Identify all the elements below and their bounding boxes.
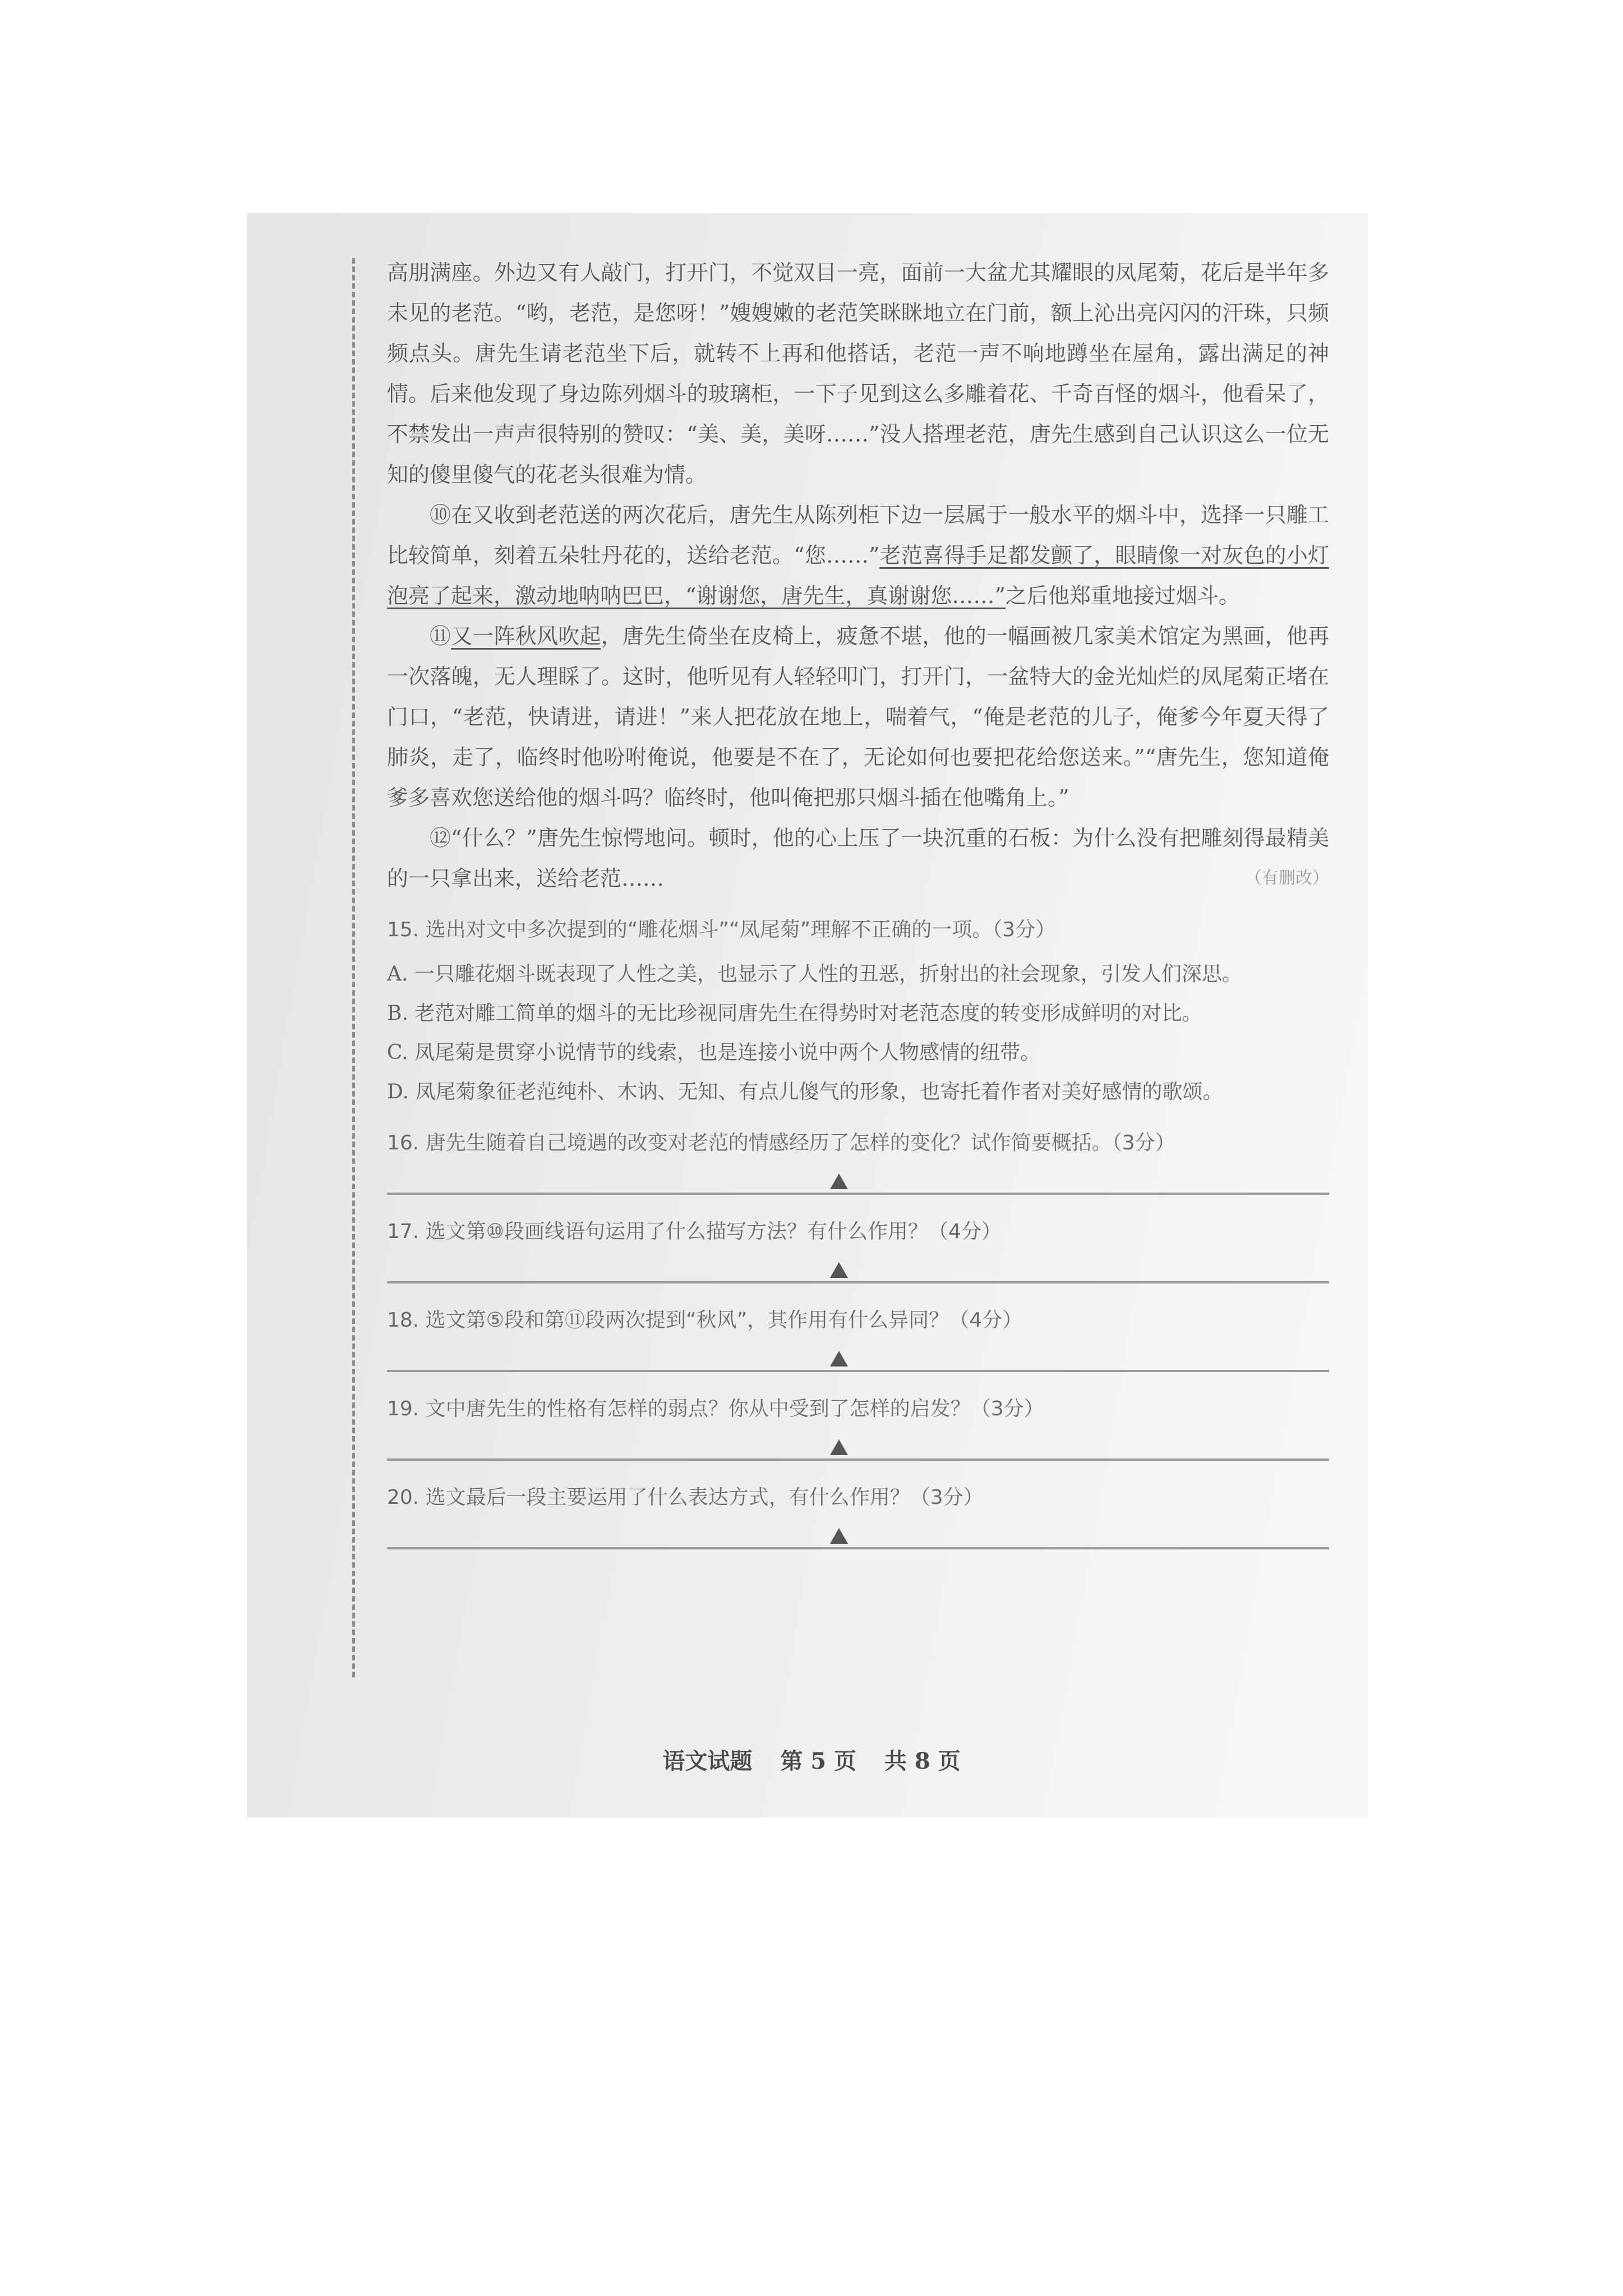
footer-subject: 语文试题 bbox=[662, 1748, 753, 1774]
question-16: 16. 唐先生随着自己境遇的改变对老范的情感经历了怎样的变化？试作简要概括。（3分） bbox=[387, 1131, 1175, 1154]
underlined-phrase: 又一阵秋风吹起 bbox=[451, 624, 601, 648]
option-b[interactable]: B. 老范对雕工简单的烟斗的无比珍视同唐先生在得势时对老范态度的转变形成鲜明的对比。 bbox=[387, 1002, 1202, 1025]
paragraph-text: ，唐先生倚坐在皮椅上，疲惫不堪，他的一幅画被几家美术馆定为黑画，他再一次落魄，无人理睬了。这时，他听见有人轻轻叩门，打开门，一盆特大的金光灿烂的凤尾菊正堵在门口，“老范，快请进，请进！”来人把花放在地上，喘着气，“俺是老范的儿子，俺爹今年夏天得了肺炎，走了，临终时他吩咐俺说，他要是不在了，无论如何也要把花给您送来。”“唐先生，您知道俺爹多喜欢您送给他的烟斗吗？临终时，他叫俺把那只烟斗插在他嘴角上。” bbox=[387, 624, 1329, 810]
underlined-sentence: 老范喜得手足都发颤了，眼睛像一对灰色的小灯泡亮了起来，激动地呐呐巴巴，“谢谢您，唐先生，真谢谢您……” bbox=[387, 543, 1329, 608]
source-note: （有删改） bbox=[1245, 868, 1329, 888]
passage-paragraph-10 bbox=[387, 495, 1329, 616]
paragraph-number: ⑫ bbox=[430, 826, 451, 850]
triangle-marker-icon bbox=[830, 1439, 848, 1455]
triangle-marker-icon bbox=[830, 1351, 848, 1366]
page-footer bbox=[0, 1743, 1623, 1775]
answer-line-19[interactable] bbox=[387, 1426, 1329, 1466]
paragraph-text: 在又收到老范送的两次花后，唐先生从陈列柜下边一层属于一般水平的烟斗中，选择一只雕工比较简单，刻着五朵牡丹花的，送给老范。“您……” bbox=[387, 503, 1329, 568]
question-20: 20. 选文最后一段主要运用了什么表达方式，有什么作用？（3分） bbox=[387, 1486, 984, 1509]
answer-underline bbox=[387, 1547, 1329, 1549]
question-17: 17. 选文第⑩段画线语句运用了什么描写方法？有什么作用？（4分） bbox=[387, 1220, 1002, 1243]
answer-line-20[interactable] bbox=[387, 1515, 1329, 1555]
option-d[interactable]: D. 凤尾菊象征老范纯朴、木讷、无知、有点儿傻气的形象，也寄托着作者对美好感情的歌颂。 bbox=[387, 1080, 1223, 1103]
triangle-marker-icon bbox=[830, 1174, 848, 1189]
answer-underline bbox=[387, 1281, 1329, 1283]
binding-margin-dashed-line bbox=[352, 258, 355, 1677]
answer-line-18[interactable] bbox=[387, 1337, 1329, 1378]
paragraph-number: ⑪ bbox=[430, 624, 451, 648]
passage-paragraph-continued: 高朋满座。外边又有人敲门，打开门，不觉双目一亮，面前一大盆尤其耀眼的凤尾菊，花后是半年多未见的老范。“哟，老范，是您呀！”嫂嫂嫩的老范笑眯眯地立在门前，额上沁出亮闪闪的汗珠，只频频点头。唐先生请老范坐下后，就转不上再和他搭话，老范一声不响地蹲坐在屋角，露出满足的神情。后来他发现了身边陈列烟斗的玻璃柜，一下子见到这么多雕着花、千奇百怪的烟斗，他看呆了，不禁发出一声声很特别的赞叹：“美、美，美呀……”没人搭理老范，唐先生感到自己认识这么一位无知的傻里傻气的花老头很难为情。 bbox=[387, 260, 1329, 487]
question-19: 19. 文中唐先生的性格有怎样的弱点？你从中受到了怎样的启发？（3分） bbox=[387, 1397, 1044, 1420]
question-15: 15. 选出对文中多次提到的“雕花烟斗”“凤尾菊”理解不正确的一项。（3分） bbox=[387, 918, 1056, 941]
question-15-options bbox=[387, 955, 1329, 1112]
passage-paragraph-11 bbox=[387, 616, 1329, 818]
footer-total-pages: 共 8 页 bbox=[884, 1748, 961, 1774]
answer-line-17[interactable] bbox=[387, 1249, 1329, 1289]
answer-underline bbox=[387, 1370, 1329, 1372]
paragraph-text: “什么？”唐先生惊愕地问。顿时，他的心上压了一块沉重的石板：为什么没有把雕刻得最精美的一只拿出来，送给老范…… bbox=[387, 826, 1329, 891]
triangle-marker-icon bbox=[830, 1528, 848, 1544]
exam-content bbox=[387, 252, 1329, 1555]
answer-underline bbox=[387, 1193, 1329, 1195]
answer-line-16[interactable] bbox=[387, 1160, 1329, 1200]
paragraph-text-end: 之后他郑重地接过烟斗。 bbox=[1005, 583, 1240, 608]
triangle-marker-icon bbox=[830, 1262, 848, 1278]
passage-paragraph-12 bbox=[387, 818, 1329, 899]
question-18: 18. 选文第⑤段和第⑪段两次提到“秋风”，其作用有什么异同？（4分） bbox=[387, 1309, 1023, 1332]
paragraph-number: ⑩ bbox=[430, 503, 451, 527]
answer-underline bbox=[387, 1458, 1329, 1461]
footer-page-number: 第 5 页 bbox=[780, 1748, 856, 1774]
option-a[interactable]: A. 一只雕花烟斗既表现了人性之美，也显示了人性的丑恶，折射出的社会现象，引发人们深思。 bbox=[387, 963, 1242, 986]
option-c[interactable]: C. 凤尾菊是贯穿小说情节的线索，也是连接小说中两个人物感情的纽带。 bbox=[387, 1041, 1041, 1064]
